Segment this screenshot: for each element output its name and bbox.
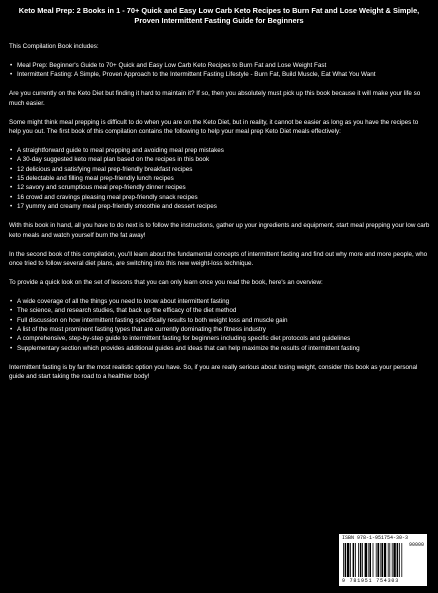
barcode-bars: [343, 543, 423, 577]
book1-list: [9, 146, 430, 212]
list-item: • Meal Prep: Beginner's Guide to 70+ Quick and Easy Low Carb Keto Recipes to Burn Fat and Lose Weight Fast: [17, 61, 430, 70]
list-item: • Full discussion on how intermittent fasting specifically results to both weight loss and muscle gain: [17, 316, 430, 325]
list-item: • The science, and research studies, that back up the efficacy of the diet method: [17, 306, 430, 315]
list-item: • 12 delicious and satisfying meal prep-friendly breakfast recipes: [17, 165, 430, 174]
paragraph: In the second book of this compilation, you'll learn about the fundamental concepts of intermittent fasting and find out why more and more people, who once tried to follow several diet plans, are switching into this new weight-loss technique.: [9, 250, 428, 267]
description: [9, 42, 430, 391]
list-item: • A wide coverage of all the things you need to know about intermittent fasting: [17, 297, 430, 306]
list-item: • Supplementary section which provides additional guides and ideas that can help maximize the results of intermittent fasting: [17, 344, 430, 353]
list-item: • A list of the most prominent fasting types that are currently dominating the fitness industry: [17, 325, 430, 334]
list-item: • 16 crowd and cravings pleasing meal prep-friendly snack recipes: [17, 193, 430, 202]
list-item: • 15 delectable and filling meal prep-friendly lunch recipes: [17, 174, 430, 183]
isbn-text: ISBN 978-1-951754-30-3: [342, 535, 409, 541]
price-code: 90000: [408, 542, 424, 548]
book2-list: [9, 297, 430, 353]
includes-list: [9, 61, 430, 80]
isbn-barcode: [339, 534, 427, 586]
intro-text: This Compilation Book includes:: [9, 43, 99, 50]
book-title: Keto Meal Prep: 2 Books in 1 - 70+ Quick and Easy Low Carb Keto Recipes to Burn Fat and Lose Weight & Simple, Proven Intermittent Fasting Guide for Beginners: [18, 6, 420, 25]
list-item: • A 30-day suggested keto meal plan based on the recipes in this book: [17, 155, 430, 164]
list-item: • 12 savory and scrumptious meal prep-friendly dinner recipes: [17, 183, 430, 192]
paragraph: With this book in hand, all you have to do next is to follow the instructions, gather up your ingredients and equipment, start meal prepping your low carb keto meals and watch yourself burn the fat away!: [9, 222, 430, 239]
paragraph: Are you currently on the Keto Diet but finding it hard to maintain it? If so, then you absolutely must pick up this book because it will make your life so much easier.: [9, 90, 421, 107]
list-item: • A straightforward guide to meal prepping and avoiding meal prep mistakes: [17, 146, 430, 155]
barcode-digits: 9 781951 754303: [342, 578, 400, 584]
paragraph: To provide a quick look on the set of lessons that you can only learn once you read the book, here's an overview:: [9, 278, 323, 286]
list-item: • A comprehensive, step-by-step guide to intermittent fasting for beginners including specific diet protocols and guidelines: [17, 334, 430, 343]
paragraph: Some might think meal prepping is difficult to do when you are on the Keto Diet, but in reality, it cannot be easier as long as you have the recipes to help you out. The first book of this compilation contains the following to help your meal prep Keto Diet meals effectively:: [9, 118, 419, 135]
list-item: • Intermittent Fasting: A Simple, Proven Approach to the Intermittent Fasting Lifestyle - Burn Fat, Build Muscle, Eat What You Want: [17, 70, 430, 79]
list-item: • 17 yummy and creamy meal prep-friendly smoothie and dessert recipes: [17, 202, 430, 211]
paragraph: Intermittent fasting is by far the most realistic option you have. So, if you are really serious about losing weight, consider this book as your personal guide and start taking the road to a healthier body!: [9, 363, 418, 381]
